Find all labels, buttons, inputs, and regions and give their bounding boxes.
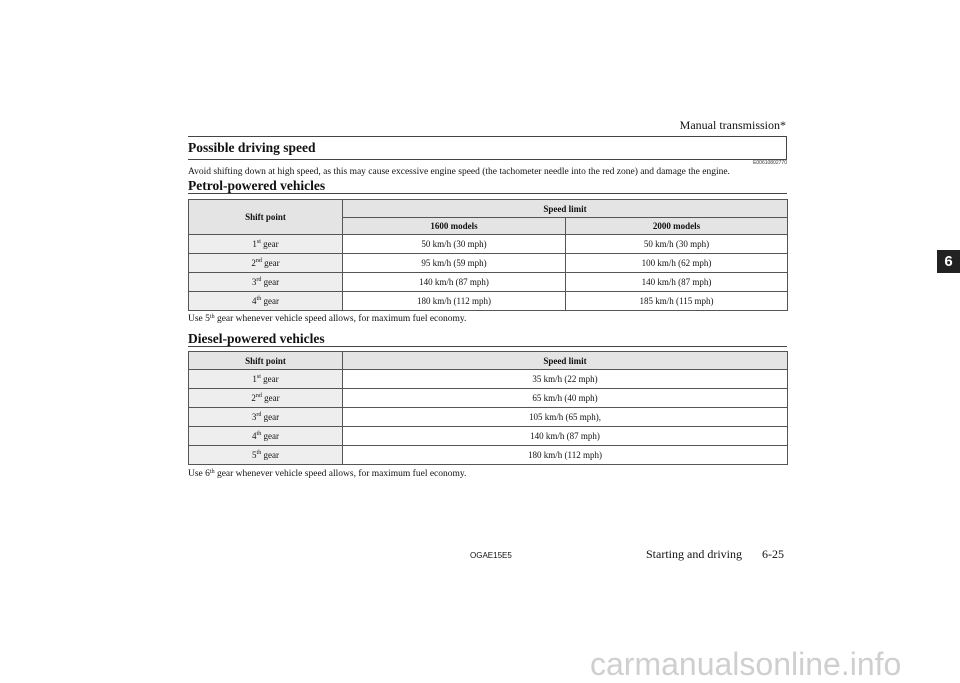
reference-code: E00610802770 (753, 160, 787, 166)
shift-point-cell: 1st gear (189, 235, 343, 254)
speed-limit-cell: 35 km/h (22 mph) (343, 370, 788, 389)
watermark: carmanualsonline.info (590, 646, 902, 682)
speed-cell-1600: 180 km/h (112 mph) (343, 292, 566, 311)
speed-cell-2000: 50 km/h (30 mph) (566, 235, 788, 254)
speed-limit-cell: 140 km/h (87 mph) (343, 427, 788, 446)
section-side-rule (786, 137, 787, 159)
table-row (189, 273, 788, 292)
petrol-heading: Petrol-powered vehicles (188, 178, 326, 193)
diesel-note: Use 6th gear whenever vehicle speed allows, for maximum fuel economy. (188, 469, 467, 479)
column-header-speed-limit: Speed limit (343, 200, 788, 218)
speed-cell-1600: 95 km/h (59 mph) (343, 254, 566, 273)
column-header-2000-models: 2000 models (566, 218, 788, 235)
diesel-heading: Diesel-powered vehicles (188, 331, 325, 346)
section-title: Possible driving speed (188, 140, 316, 155)
petrol-heading-rule (188, 193, 787, 194)
shift-point-cell: 2nd gear (189, 254, 343, 273)
table-row (189, 446, 788, 465)
table-row (189, 292, 788, 311)
shift-point-cell: 2nd gear (189, 389, 343, 408)
table-row (189, 389, 788, 408)
table-row (189, 408, 788, 427)
speed-limit-cell: 65 km/h (40 mph) (343, 389, 788, 408)
column-header-1600-models: 1600 models (343, 218, 566, 235)
petrol-note: Use 5th gear whenever vehicle speed allows, for maximum fuel economy. (188, 314, 467, 324)
section-bottom-rule (188, 159, 787, 160)
shift-point-cell: 4th gear (189, 292, 343, 311)
footer-page-number: 6-25 (762, 547, 784, 561)
chapter-tab: 6 (937, 250, 960, 273)
section-top-rule (188, 136, 787, 137)
shift-point-cell: 5th gear (189, 446, 343, 465)
column-header-speed-limit: Speed limit (343, 352, 788, 370)
speed-cell-1600: 140 km/h (87 mph) (343, 273, 566, 292)
speed-cell-2000: 185 km/h (115 mph) (566, 292, 788, 311)
column-header-shift-point: Shift point (189, 352, 343, 370)
running-header-title: Manual transmission* (679, 118, 786, 132)
footer-section-name: Starting and driving (646, 547, 742, 561)
speed-limit-cell: 105 km/h (65 mph), (343, 408, 788, 427)
column-header-shift-point: Shift point (189, 200, 343, 235)
intro-paragraph: Avoid shifting down at high speed, as this may cause excessive engine speed (the tachometer needle into the red zone) and damage the engine. (188, 167, 730, 177)
petrol-speed-table (188, 199, 788, 311)
speed-cell-2000: 140 km/h (87 mph) (566, 273, 788, 292)
shift-point-cell: 3rd gear (189, 408, 343, 427)
table-row (189, 235, 788, 254)
table-row (189, 254, 788, 273)
shift-point-cell: 1st gear (189, 370, 343, 389)
footer-document-code: OGAE15E5 (470, 551, 512, 560)
speed-cell-2000: 100 km/h (62 mph) (566, 254, 788, 273)
diesel-heading-rule (188, 346, 787, 347)
diesel-speed-table (188, 351, 788, 465)
table-row (189, 370, 788, 389)
shift-point-cell: 4th gear (189, 427, 343, 446)
shift-point-cell: 3rd gear (189, 273, 343, 292)
speed-limit-cell: 180 km/h (112 mph) (343, 446, 788, 465)
speed-cell-1600: 50 km/h (30 mph) (343, 235, 566, 254)
table-row (189, 427, 788, 446)
